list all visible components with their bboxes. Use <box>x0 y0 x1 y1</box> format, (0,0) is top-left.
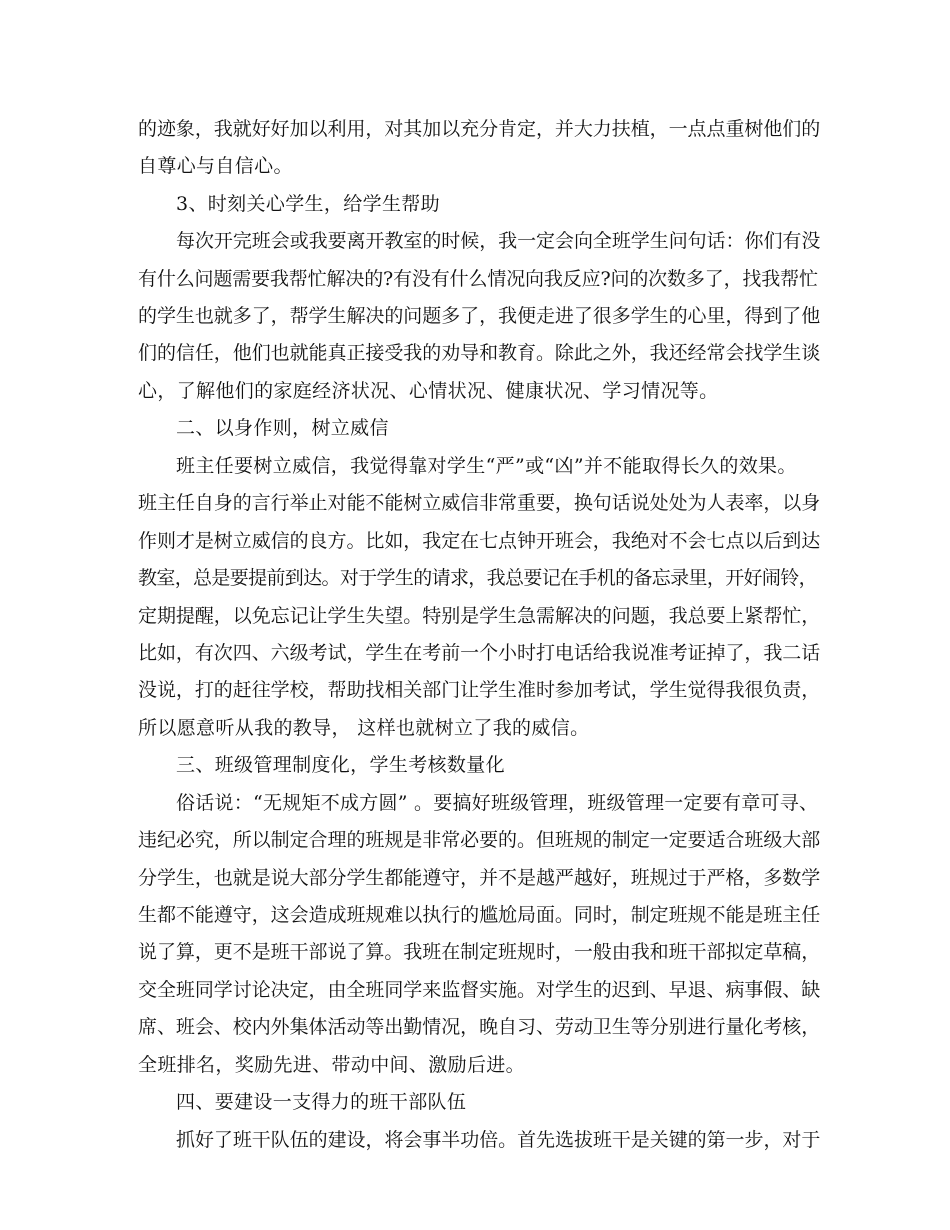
text-line: 生都不能遵守，这会造成班规难以执行的尴尬局面。同时，制定班规不能是班主任 <box>138 904 821 926</box>
text-line: 每次开完班会或我要离开教室的时候，我一定会向全班学生问句话：你们有没 <box>176 230 821 252</box>
text-line: 说了算，更不是班干部说了算。我班在制定班规时，一般由我和班干部拟定草稿， <box>138 941 821 963</box>
text-line: 席、班会、校内外集体活动等出勤情况，晚自习、劳动卫生等分别进行量化考核， <box>138 1016 821 1038</box>
section-heading: 三、班级管理制度化，学生考核数量化 <box>176 754 505 776</box>
text-line: 心，了解他们的家庭经济状况、心情状况、健康状况、学习情况等。 <box>138 380 719 402</box>
text-line: 抓好了班干队伍的建设，将会事半功倍。首先选拔班干是关键的第一步，对于 <box>176 1129 821 1151</box>
text-line: 定期提醒，以免忘记让学生失望。特别是学生急需解决的问题，我总要上紧帮忙， <box>138 605 821 627</box>
text-line: 自尊心与自信心。 <box>138 155 293 177</box>
text-line: 作则才是树立威信的良方。比如，我定在七点钟开班会，我绝对不会七点以后到达 <box>138 530 821 552</box>
text-line: 的学生也就多了，帮学生解决的问题多了，我便走进了很多学生的心里，得到了他 <box>138 305 821 327</box>
text-line: 分学生，也就是说大部分学生都能遵守，并不是越严越好，班规过于严格，多数学 <box>138 867 821 889</box>
text-line: 比如，有次四、六级考试，学生在考前一个小时打电话给我说准考证掉了，我二话 <box>138 642 821 664</box>
text-line: 们的信任，他们也就能真正接受我的劝导和教育。除此之外，我还经常会找学生谈 <box>138 342 821 364</box>
text-line: 俗话说：“无规矩不成方圆” 。要搞好班级管理，班级管理一定要有章可寻、 <box>176 792 819 814</box>
text-line: 班主任要树立威信，我觉得靠对学生“严”或“凶”并不能取得长久的效果。 <box>176 455 797 477</box>
text-line: 教室，总是要提前到达。对于学生的请求，我总要记在手机的备忘录里，开好闹铃， <box>138 567 817 589</box>
text-line: 有什么问题需要我帮忙解决的?有没有什么情况向我反应?问的次数多了，找我帮忙 <box>138 268 818 290</box>
text-line: 全班排名，奖励先进、带动中间、激励后进。 <box>138 1054 526 1076</box>
text-line: 违纪必究，所以制定合理的班规是非常必要的。但班规的制定一定要适合班级大部 <box>138 829 821 851</box>
section-heading: 四、要建设一支得力的班干部队伍 <box>176 1091 467 1113</box>
text-line: 没说，打的赶往学校，帮助找相关部门让学生准时参加考试，学生觉得我很负责， <box>138 679 821 701</box>
text-line: 班主任自身的言行举止对能不能树立威信非常重要，换句话说处处为人表率，以身 <box>138 492 821 514</box>
text-line: 交全班同学讨论决定，由全班同学来监督实施。对学生的迟到、早退、病事假、缺 <box>138 979 821 1001</box>
text-line: 的迹象，我就好好加以利用，对其加以充分肯定，并大力扶植，一点点重树他们的 <box>138 118 821 140</box>
text-line: 所以愿意听从我的教导， 这样也就树立了我的威信。 <box>138 717 590 739</box>
section-heading: 3、时刻关心学生，给学生帮助 <box>176 193 440 215</box>
section-heading: 二、以身作则，树立威信 <box>176 417 389 439</box>
